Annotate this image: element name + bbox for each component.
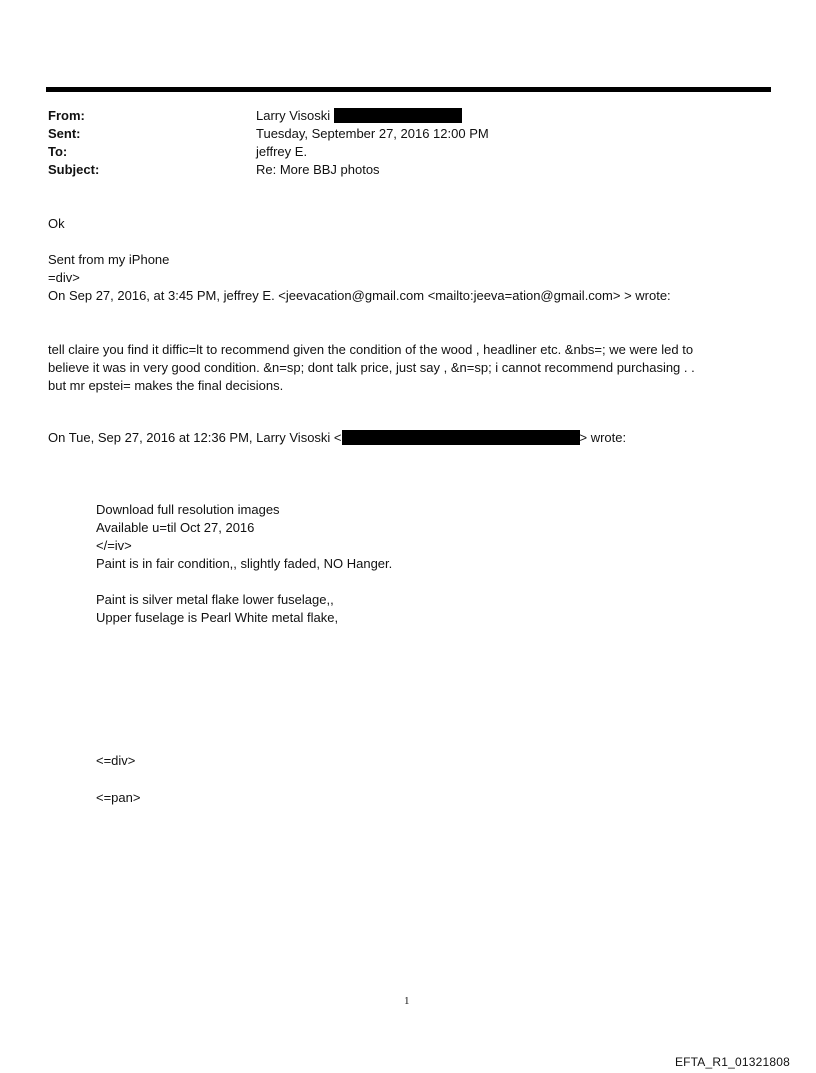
sent-value: Tuesday, September 27, 2016 12:00 PM — [256, 126, 489, 141]
subject-label: Subject: — [48, 162, 100, 177]
paint-line-3: Upper fuselage is Pearl White metal flake, — [96, 610, 339, 625]
second-quote-suffix: > wrote: — [579, 430, 627, 445]
paint-line-1: Paint is in fair condition,, slightly faded, NO Hanger. — [96, 556, 393, 571]
signature-line: Sent from my iPhone — [48, 252, 170, 267]
second-quote-prefix: On Tue, Sep 27, 2016 at 12:36 PM, Larry Visoski < — [48, 430, 342, 445]
download-line: Download full resolution images — [96, 502, 280, 517]
close-div-line: </=iv> — [96, 538, 132, 553]
sent-label: Sent: — [48, 126, 81, 141]
paint-line-2: Paint is silver metal flake lower fuselage,, — [96, 592, 334, 607]
ok-line: Ok — [48, 216, 65, 231]
from-name: Larry Visoski — [256, 108, 331, 123]
from-label: From: — [48, 108, 85, 123]
reply-line-1: tell claire you find it diffic=lt to recommend given the condition of the wood , headliner etc. &nbs=; we were led to — [48, 342, 694, 357]
reply-line-2: believe it was in very good condition. &n=sp; dont talk price, just say , &n=sp; i cannot recommend purchasing . . — [48, 360, 695, 375]
bates-number: EFTA_R1_01321808 — [674, 1055, 790, 1069]
header-rule — [46, 87, 771, 92]
span-tag-line: <=pan> — [96, 790, 141, 805]
from-value — [256, 107, 462, 125]
to-value: jeffrey E. — [256, 144, 308, 159]
redaction-box — [342, 430, 580, 445]
available-line: Available u=til Oct 27, 2016 — [96, 520, 255, 535]
div-tag-line-2: <=div> — [96, 753, 136, 768]
redaction-box — [334, 108, 462, 123]
reply-line-3: but mr epstei= makes the final decisions. — [48, 378, 284, 393]
to-label: To: — [48, 144, 68, 159]
second-quote-line — [48, 429, 626, 447]
quote-intro-line: On Sep 27, 2016, at 3:45 PM, jeffrey E. <jeevacation@gmail.com <mailto:jeeva=ation@gmail.com> > wrote: — [48, 288, 671, 303]
page-number: 1 — [404, 995, 410, 1007]
subject-value: Re: More BBJ photos — [256, 162, 380, 177]
div-tag-line: =div> — [48, 270, 80, 285]
